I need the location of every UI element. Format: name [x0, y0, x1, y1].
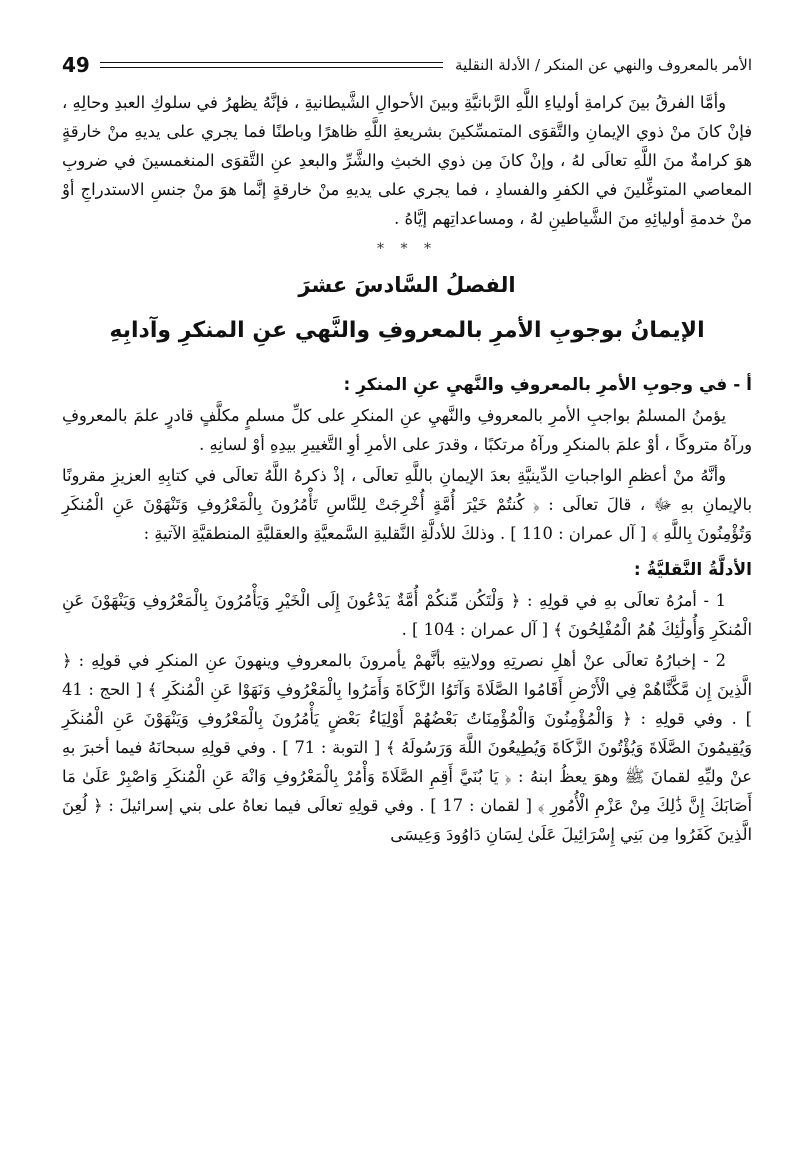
page-number: 49 [62, 53, 90, 77]
evidence-item: 2 - إخبارُهُ تعالَى عنْ أهلِ نصرتِهِ وولايتِهِ بأنَّهمْ يأمرونَ بالمعروفِ وينهونَ عنِ المنكرِ في قولِهِ : ﴿ الَّذِينَ إِن مَّكَّنَّاهُمْ فِي الْأَرْضِ أَقَامُوا الصَّلَاةَ وَآتَوُا الزَّكَاةَ وَأَمَرُوا بِالْمَعْرُوفِ وَنَهَوْا عَنِ الْمُنكَرِ ﴾ [ الحج : 41 ] . وفي قولِهِ : ﴿ وَالْمُؤْمِنُونَ وَالْمُؤْمِنَاتُ بَعْضُهُمْ أَوْلِيَاءُ بَعْضٍ يَأْمُرُونَ بِالْمَعْرُوفِ وَيَنْهَوْنَ عَنِ الْمُنكَرِ وَيُقِيمُونَ الصَّلَاةَ وَيُؤْتُونَ الزَّكَاةَ وَيُطِيعُونَ اللَّهَ وَرَسُولَهُ ﴾ [ التوبة : 71 ] . وفي قولِهِ سبحانَهُ فيما أخبرَ بهِ عنْ وليِّهِ لقمانَ ﷺ وهوَ يعظُ ابنهُ : ﴿ يَا بُنَيَّ أَقِمِ الصَّلَاةَ وَأْمُرْ بِالْمَعْرُوفِ وَانْهَ عَنِ الْمُنكَرِ وَاصْبِرْ عَلَىٰ مَا أَصَابَكَ إِنَّ ذَٰلِكَ مِنْ عَزْمِ الْأُمُورِ ﴾ [ لقمان : 17 ] . وفي قولِهِ تعالَى فيما نعاهُ على بني إسرائيلَ : ﴿ لُعِنَ الَّذِينَ كَفَرُوا مِن بَنِي إِسْرَائِيلَ عَلَىٰ لِسَانِ دَاوُودَ وَعِيسَى [62, 651, 752, 844]
running-header [62, 48, 752, 82]
section-heading-obligation: أ - في وجوبِ الأمرِ بالمعروفِ والنَّهيِ عنِ المنكرِ : [343, 375, 752, 395]
intro-paragraph: وأمَّا الفرقُ بينَ كرامةِ أولياءِ اللَّهِ الرَّبانيَّةِ وبينَ الأحوالِ الشَّيطانيةِ ، فإنَّهُ يظهرُ في سلوكِ العبدِ وحالِهِ ، فإنْ كانَ منْ ذوي الإيمانِ والتَّقوَى المتمسِّكينَ بشريعةِ اللَّهِ ظاهرًا وباطنًا فما يجري على يديهِ منْ خارقةٍ هوَ كرامةٌ منَ اللَّهِ تعالَى لهُ ، وإنْ كانَ مِن ذوي الخبثِ والشَّرِّ والبعدِ عنِ التَّقوَى المنغمسينَ في ضروبِ المعاصي المتوغِّلينَ في الكفرِ والفسادِ ، فما يجري على يديهِ منْ خارقةٍ إنَّما هوَ منْ جنسِ الاستدراجِ أوْ منْ خدمةِ أوليائِهِ منَ الشَّياطينِ لهُ ، ومساعداتِهم إيَّاهُ . [62, 93, 752, 228]
header-double-rule [100, 62, 443, 68]
book-page [62, 48, 752, 1138]
section-heading-textual-evidence: الأدلَّةُ النَّقليَّةُ : [633, 560, 752, 580]
section-separator: * * * [377, 241, 437, 257]
evidence-item: 1 - أمرُهُ تعالَى بهِ في قولِهِ : ﴿ وَلْتَكُن مِّنكُمْ أُمَّةٌ يَدْعُونَ إِلَى الْخَيْرِ وَيَأْمُرُونَ بِالْمَعْرُوفِ وَيَنْهَوْنَ عَنِ الْمُنكَرِ وَأُولَٰئِكَ هُمُ الْمُفْلِحُونَ ﴾ [ آل عمران : 104 ] . [62, 591, 752, 639]
running-header-title: الأمر بالمعروف والنهي عن المنكر / الأدلة النقلية [455, 56, 752, 74]
body-paragraph: يؤمنُ المسلمُ بواجبِ الأمرِ بالمعروفِ والنَّهيِ عنِ المنكرِ على كلِّ مسلمٍ مكلَّفٍ قادرٍ علمَ بالمعروفِ ورآهُ متروكًا ، أوْ علمَ بالمنكرِ ورآهُ مرتكبًا ، وقدرَ على الأمرِ أوِ التَّغييرِ بيدِهِ أوْ لسانِهِ . [62, 406, 752, 454]
chapter-subtitle: الإيمانُ بوجوبِ الأمرِ بالمعروفِ والنَّهي عنِ المنكرِ وآدابِهِ [109, 318, 705, 343]
body-paragraph: وأنَّهُ منْ أعظمِ الواجباتِ الدِّينيَّةِ بعدَ الإيمانِ باللَّهِ تعالَى ، إذْ ذكرهُ اللَّهُ تعالَى في كتابِهِ العزيزِ مقرونًا بالإيمانِ بهِ ﷻ ، قالَ تعالَى : ﴿ كُنتُمْ خَيْرَ أُمَّةٍ أُخْرِجَتْ لِلنَّاسِ تَأْمُرُونَ بِالْمَعْرُوفِ وَتَنْهَوْنَ عَنِ الْمُنكَرِ وَتُؤْمِنُونَ بِاللَّهِ ﴾ [ آل عمران : 110 ] . وذلكَ للأدلَّةِ النَّقليةِ السَّمعيَّةِ والعقليَّةِ المنطقيَّةِ الآتيةِ : [62, 466, 752, 543]
chapter-title: الفصلُ السَّادسَ عشرَ [298, 273, 516, 297]
